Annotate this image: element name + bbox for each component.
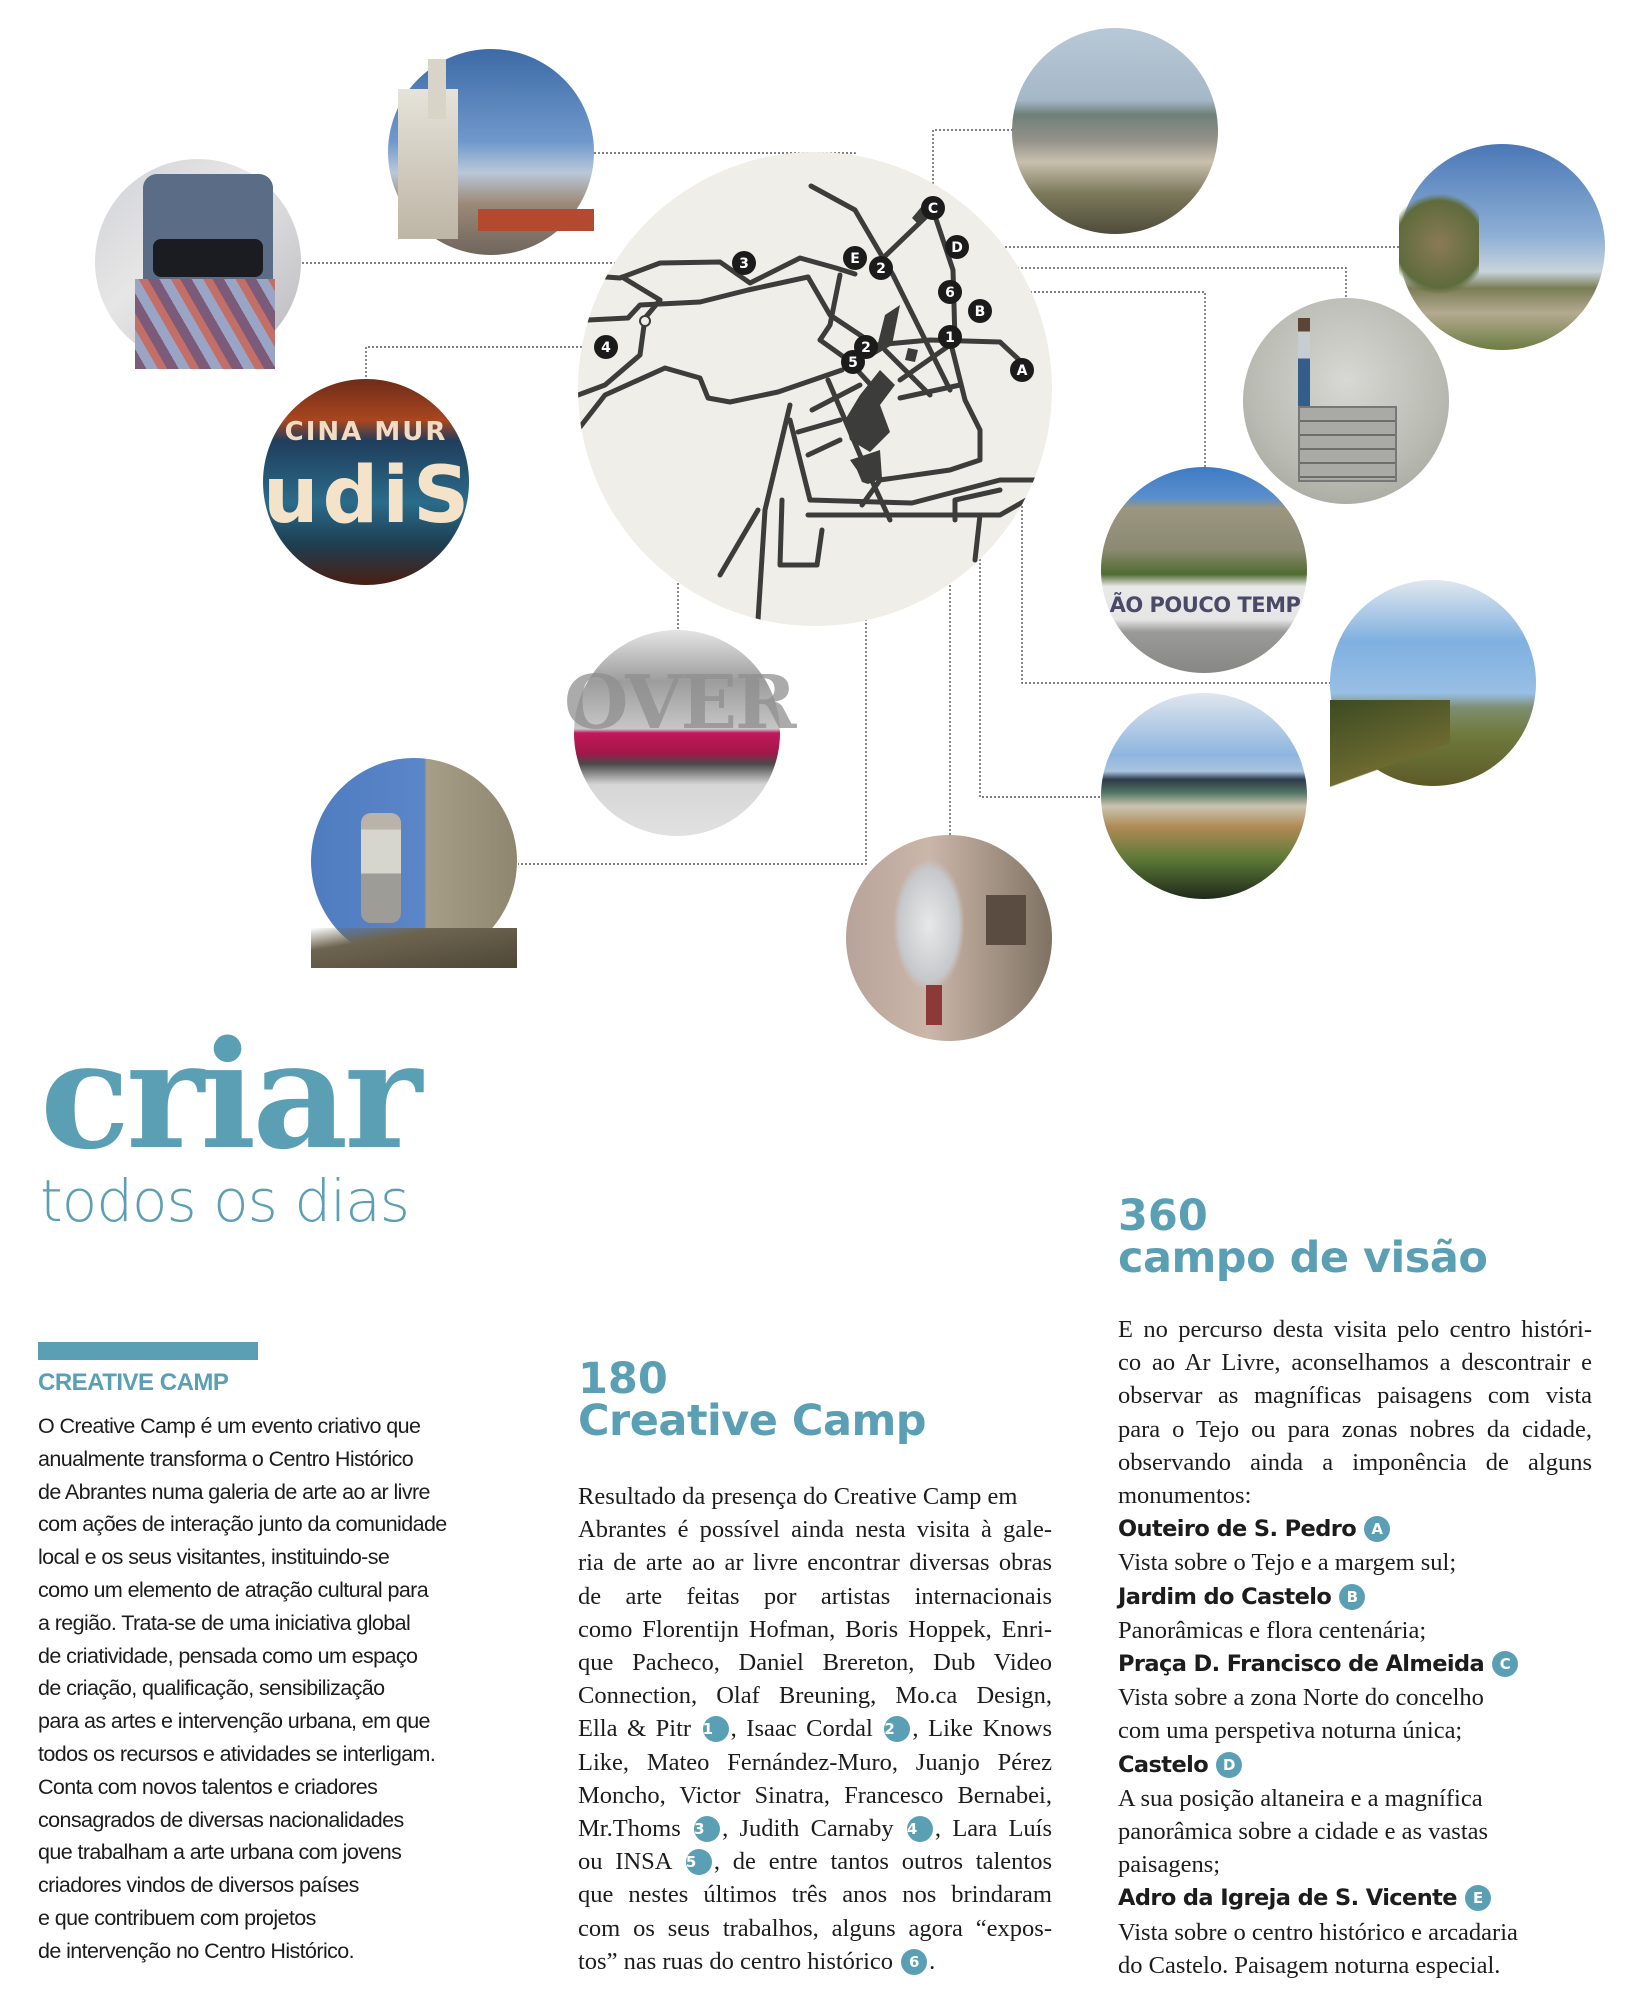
viewpoint-description: panorâmica sobre a cidade e as vastas (1118, 1818, 1489, 1846)
photo-street-art-facade (846, 835, 1052, 1041)
artwork-badge-1[interactable]: 1 (703, 1716, 729, 1742)
viewpoint-heading (1118, 1881, 1592, 1915)
body-line: ria de arte ao ar livre encontrar diversas obras (578, 1549, 1052, 1577)
viewpoint-description: paisagens; (1118, 1851, 1221, 1879)
map-marker-label: 6 (945, 285, 955, 301)
body-line: criadores vindos de diversos países (38, 1873, 359, 1898)
body-line (578, 1712, 1052, 1745)
artist-text: . (929, 1947, 936, 1975)
body-line: que Pacheco, Daniel Brereton, Dub Video (578, 1649, 1052, 1677)
map-marker-4[interactable] (594, 335, 618, 359)
map-marker-C[interactable] (921, 196, 945, 220)
artist-text: , Lara Luís (934, 1815, 1053, 1843)
photo-castle-walls (1399, 144, 1605, 350)
body-line: e que contribuem com projetos (38, 1905, 316, 1930)
body-line: monumentos: (1118, 1482, 1252, 1510)
body-line: O Creative Camp é um evento criativo que (38, 1414, 421, 1438)
body-line: local e os seus visitantes, instituindo-se (38, 1545, 390, 1570)
body-line: observando ainda a imponência de alguns (1118, 1448, 1592, 1476)
viewpoint-description: com uma perspetiva noturna única; (1118, 1717, 1463, 1745)
viewpoint-description: Vista sobre a zona Norte do concelho (1118, 1684, 1484, 1712)
body-line: com os seus trabalhos, alguns agora “expos- (578, 1914, 1052, 1942)
page-title: criar (40, 1008, 419, 1182)
map-marker-D[interactable] (945, 235, 969, 259)
body-line (578, 1945, 1052, 1978)
body-line: que nestes últimos três anos nos brindaram (578, 1881, 1052, 1909)
artwork-badge-2[interactable]: 2 (884, 1716, 910, 1742)
body-line: de criação, qualificação, sensibilização (38, 1676, 385, 1701)
map-marker-3[interactable] (732, 251, 756, 275)
body-line: como um elemento de atração cultural para (38, 1577, 429, 1602)
map-roundabout (640, 316, 650, 326)
artist-text: , Like Knows (912, 1715, 1052, 1743)
photo-oficina-sign (263, 379, 474, 585)
body-line: co ao Ar Livre, aconselhamos a descontrair e (1118, 1349, 1592, 1377)
body-line: Like, Mateo Fernández-Muro, Juanjo Pérez (578, 1748, 1052, 1776)
col2-intro-lines (578, 1480, 1052, 1712)
artwork-badge-5[interactable]: 5 (686, 1849, 712, 1875)
map-marker-label: A (1016, 363, 1028, 379)
body-line (578, 1845, 1052, 1878)
body-line: de Abrantes numa galeria de arte ao ar livre (38, 1479, 430, 1504)
photo-city-panorama (1012, 28, 1218, 234)
viewpoint-badge-E[interactable]: E (1465, 1885, 1491, 1911)
artist-text: , Isaac Cordal (730, 1715, 873, 1743)
map-marker-B[interactable] (968, 299, 992, 323)
map-marker-label: 1 (945, 330, 955, 346)
leader-line-C (933, 130, 1012, 196)
viewpoint-badge-D[interactable]: D (1216, 1752, 1242, 1778)
mural-tentacles (135, 279, 275, 369)
viewpoint-heading (1118, 1580, 1592, 1614)
map-marker-label: E (850, 251, 860, 267)
mural-mouth (153, 239, 263, 277)
body-line: consagrados de diversas nacionalidades (38, 1807, 404, 1832)
body-line: Abrantes é possível ainda nesta visita à gale- (578, 1516, 1052, 1544)
viewpoint-name: Praça D. Francisco de Almeida (1118, 1651, 1485, 1678)
viewpoint-heading (1118, 1748, 1592, 1782)
mural-figure (894, 860, 964, 990)
viewpoint-badge-C[interactable]: C (1492, 1651, 1518, 1677)
col2-number: 180 (578, 1354, 668, 1404)
map-marker-label: 5 (848, 355, 858, 371)
photo-figure-on-box (1243, 298, 1449, 504)
balcony (986, 895, 1026, 945)
viewpoint-heading (1118, 1647, 1592, 1681)
map-marker-1[interactable] (938, 325, 962, 349)
map-marker-label: 4 (601, 340, 611, 356)
body-line: com ações de interação junto da comunidade (38, 1512, 447, 1537)
body-line: E no percurso desta visita pelo centro históri- (1118, 1316, 1592, 1343)
map-marker-label: 2 (861, 340, 871, 356)
map-marker-label: C (927, 201, 939, 217)
artwork-badge-6[interactable]: 6 (901, 1949, 927, 1975)
map-marker-E[interactable] (843, 246, 867, 270)
photo-climbing-figure (311, 758, 517, 964)
viewpoint-description: Panorâmicas e flora centenária; (1118, 1616, 1427, 1644)
body-line: anualmente transforma o Centro Histórico (38, 1446, 414, 1471)
body-line: Connection, Olaf Breuning, Mo.ca Design, (578, 1682, 1052, 1710)
church-tower (428, 59, 446, 119)
artwork-badge-4[interactable]: 4 (907, 1816, 933, 1842)
photo-mural-robot (95, 159, 301, 365)
map-disc (578, 152, 1052, 626)
hill-slope (1330, 700, 1450, 800)
lettering-text: OVER (564, 660, 795, 746)
body-line: de intervenção no Centro Histórico. (38, 1938, 355, 1963)
section-label: CREATIVE CAMP (38, 1369, 229, 1396)
page-subtitle: todos os dias (40, 1167, 410, 1235)
body-line: que trabalham a arte urbana com jovens (38, 1840, 402, 1865)
oficina-top-text: CINA MUR (284, 417, 448, 447)
body-line: Conta com novos talentos e criadores (38, 1774, 378, 1799)
photo-wall-lettering (1101, 467, 1307, 673)
body-line: de criatividade, pensada como um espaço (38, 1643, 418, 1668)
map-marker-A[interactable] (1010, 358, 1034, 382)
viewpoint-name: Jardim do Castelo (1118, 1583, 1332, 1610)
mural-legs (926, 985, 942, 1025)
body-line: como Florentijn Hofman, Boris Hoppek, Enri- (578, 1615, 1052, 1643)
body-line: a região. Trata-se de uma iniciativa global (38, 1610, 411, 1635)
body-line: de arte feitas por artistas internacionais (578, 1582, 1052, 1610)
leader-line-4 (366, 347, 594, 379)
col2-heading: Creative Camp (578, 1396, 927, 1446)
col3-heading: campo de visão (1118, 1233, 1488, 1283)
small-figure (1298, 318, 1310, 408)
body-line: todos os recursos e atividades se interligam. (38, 1741, 436, 1766)
oficina-bottom-text: udiS (263, 451, 474, 541)
photo-church (388, 49, 594, 255)
col3-number: 360 (1118, 1191, 1208, 1241)
artist-text: Mr.Thoms (578, 1815, 681, 1843)
viewpoint-description: do Castelo. Paisagem noturna especial. (1118, 1951, 1501, 1979)
rock-ledge (311, 928, 517, 968)
viewpoint-name: Castelo (1118, 1751, 1209, 1778)
artist-text: , de entre tantos outros talentos (713, 1848, 1052, 1876)
map-marker-5[interactable] (841, 350, 865, 374)
castle-trees (1399, 184, 1479, 304)
artist-text: Ella & Pitr (578, 1715, 692, 1743)
photo-hills-view (1330, 580, 1536, 786)
map-marker-2a[interactable] (869, 256, 893, 280)
wall-painted-text: ÃO POUCO TEMP (1109, 593, 1301, 617)
body-line: Resultado da presença do Creative Camp em (578, 1483, 1018, 1510)
artist-text: ou INSA (578, 1848, 672, 1876)
col2-body (578, 1480, 1052, 1978)
body-line: para o Tejo ou para zonas nobres da cidade, (1118, 1415, 1592, 1443)
map-marker-label: 3 (739, 256, 749, 272)
body-line: Moncho, Victor Sinatra, Francesco Bernabei, (578, 1781, 1052, 1809)
body-line: para as artes e intervenção urbana, em que (38, 1709, 430, 1734)
artist-text: , Judith Carnaby (722, 1815, 894, 1843)
photo-relief-letters (564, 630, 795, 836)
climbing-figure (361, 813, 401, 923)
artwork-badge-3[interactable]: 3 (694, 1816, 720, 1842)
viewpoint-name: Adro da Igreja de S. Vicente (1118, 1885, 1457, 1912)
viewpoint-badge-B[interactable]: B (1339, 1584, 1365, 1610)
viewpoint-description: A sua posição altaneira e a magnífica (1118, 1784, 1483, 1812)
body-line: observar as magníficas paisagens com vista (1118, 1382, 1592, 1410)
viewpoint-name: Outeiro de S. Pedro (1118, 1516, 1357, 1543)
viewpoint-description: Vista sobre o Tejo e a margem sul; (1118, 1549, 1457, 1577)
church-roofs (478, 209, 594, 231)
col3-body (1118, 1313, 1592, 1982)
section-divider-bar (38, 1342, 258, 1360)
viewpoint-heading (1118, 1512, 1592, 1546)
map-marker-6[interactable] (938, 280, 962, 304)
creative-camp-body (38, 1410, 518, 1968)
map-marker-label: D (951, 240, 963, 256)
viewpoint-badge-A[interactable]: A (1364, 1516, 1390, 1542)
viewpoint-description: Vista sobre o centro histórico e arcadaria (1118, 1918, 1518, 1946)
wall-box (1298, 406, 1397, 482)
body-line (578, 1812, 1052, 1845)
artist-text: tos” nas ruas do centro histórico (578, 1947, 894, 1975)
photo-river-view (1101, 693, 1307, 899)
map-marker-label: B (974, 304, 986, 320)
map-marker-label: 2 (876, 261, 886, 277)
